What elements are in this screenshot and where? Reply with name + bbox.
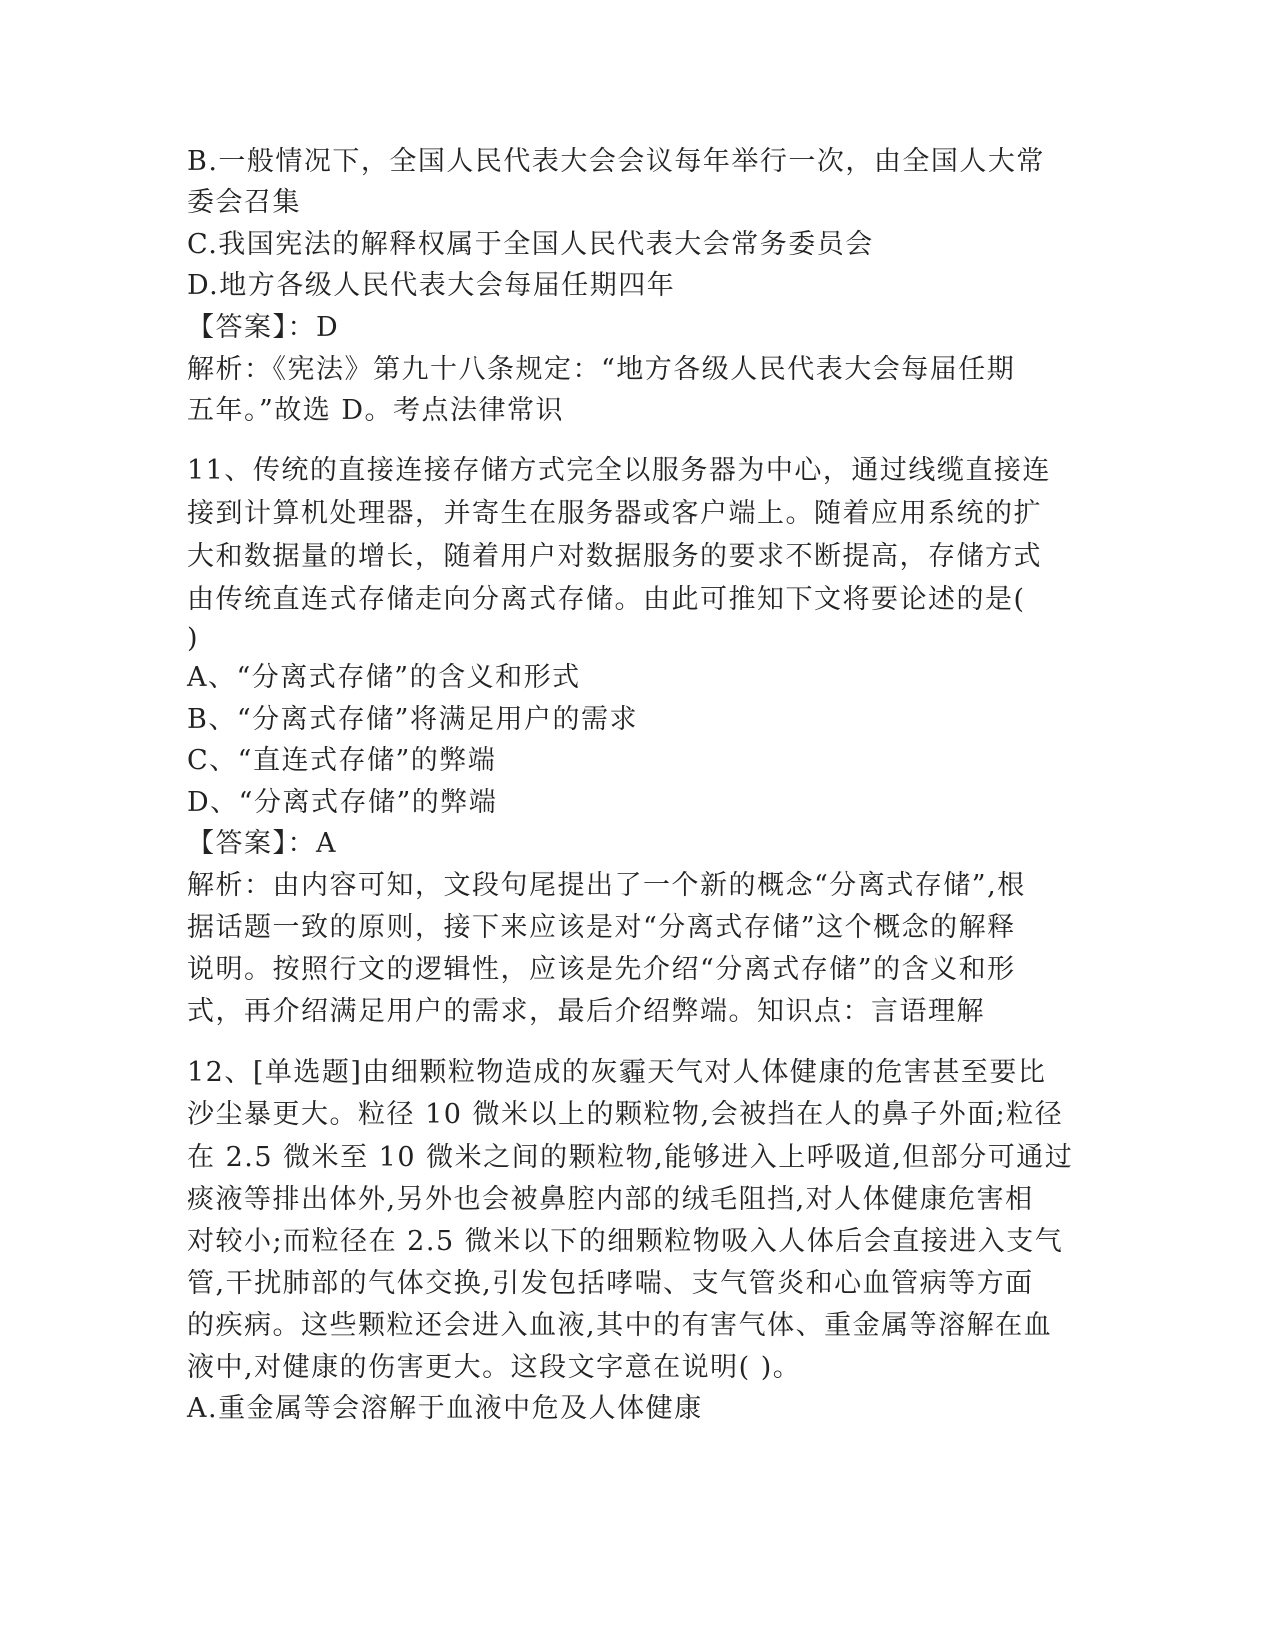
q11-analysis-line2: 据话题一致的原则，接下来应该是对“分离式存储”这个概念的解释	[187, 912, 1016, 943]
q11-option-a: A、“分离式存储”的含义和形式	[187, 662, 581, 693]
prev-option-d: D.地方各级人民代表大会每届任期四年	[187, 270, 676, 301]
prev-option-b-line2: 委会召集	[187, 187, 301, 218]
q12-stem-line8: 液中,对健康的伤害更大。这段文字意在说明( )。	[187, 1352, 802, 1383]
q12-stem-line6: 管,干扰肺部的气体交换,引发包括哮喘、支气管炎和心血管病等方面	[187, 1268, 1034, 1299]
q11-analysis-line1: 解析：由内容可知，文段句尾提出了一个新的概念“分离式存储”,根	[187, 870, 1026, 901]
q11-answer: 【答案】：A	[187, 828, 337, 859]
prev-analysis-line2: 五年。”故选 D。考点法律常识	[187, 395, 565, 426]
q12-stem-line4: 痰液等排出体外,另外也会被鼻腔内部的绒毛阻挡,对人体健康危害相	[187, 1184, 1034, 1215]
q11-stem-line4: 由传统直连式存储走向分离式存储。由此可推知下文将要论述的是(	[187, 584, 1026, 615]
q11-stem-line5: )	[187, 623, 200, 654]
q11-stem-line3: 大和数据量的增长，随着用户对数据服务的要求不断提高，存储方式	[187, 541, 1042, 572]
q12-stem-line7: 的疾病。这些颗粒还会进入血液,其中的有害气体、重金属等溶解在血	[187, 1310, 1053, 1341]
q12-option-a: A.重金属等会溶解于血液中危及人体健康	[187, 1393, 703, 1424]
prev-option-b-line1: B.一般情况下，全国人民代表大会会议每年举行一次，由全国人大常	[187, 146, 1045, 177]
q11-analysis-line3: 说明。按照行文的逻辑性，应该是先介绍“分离式存储”的含义和形	[187, 954, 1016, 985]
q11-option-d: D、“分离式存储”的弊端	[187, 787, 498, 818]
q11-option-c: C、“直连式存储”的弊端	[187, 745, 497, 776]
q12-stem-line3: 在 2.5 微米至 10 微米之间的颗粒物,能够进入上呼吸道,但部分可通过	[187, 1142, 1074, 1173]
q12-stem-line5: 对较小;而粒径在 2.5 微米以下的细颗粒物吸入人体后会直接进入支气	[187, 1226, 1064, 1257]
prev-analysis-line1: 解析：《宪法》第九十八条规定：“地方各级人民代表大会每届任期	[187, 354, 1016, 385]
q11-option-b: B、“分离式存储”将满足用户的需求	[187, 704, 638, 735]
q12-stem-line2: 沙尘暴更大。粒径 10 微米以上的颗粒物,会被挡在人的鼻子外面;粒径	[187, 1099, 1064, 1130]
q11-analysis-line4: 式，再介绍满足用户的需求，最后介绍弊端。知识点：言语理解	[187, 996, 985, 1027]
prev-answer: 【答案】：D	[187, 312, 340, 343]
prev-option-c: C.我国宪法的解释权属于全国人民代表大会常务委员会	[187, 229, 874, 260]
q11-stem-line2: 接到计算机处理器，并寄生在服务器或客户端上。随着应用系统的扩	[187, 498, 1042, 529]
q11-stem-line1: 11、传统的直接连接存储方式完全以服务器为中心，通过线缆直接连	[187, 455, 1051, 486]
q12-stem-line1: 12、[单选题]由细颗粒物造成的灰霾天气对人体健康的危害甚至要比	[187, 1057, 1047, 1088]
